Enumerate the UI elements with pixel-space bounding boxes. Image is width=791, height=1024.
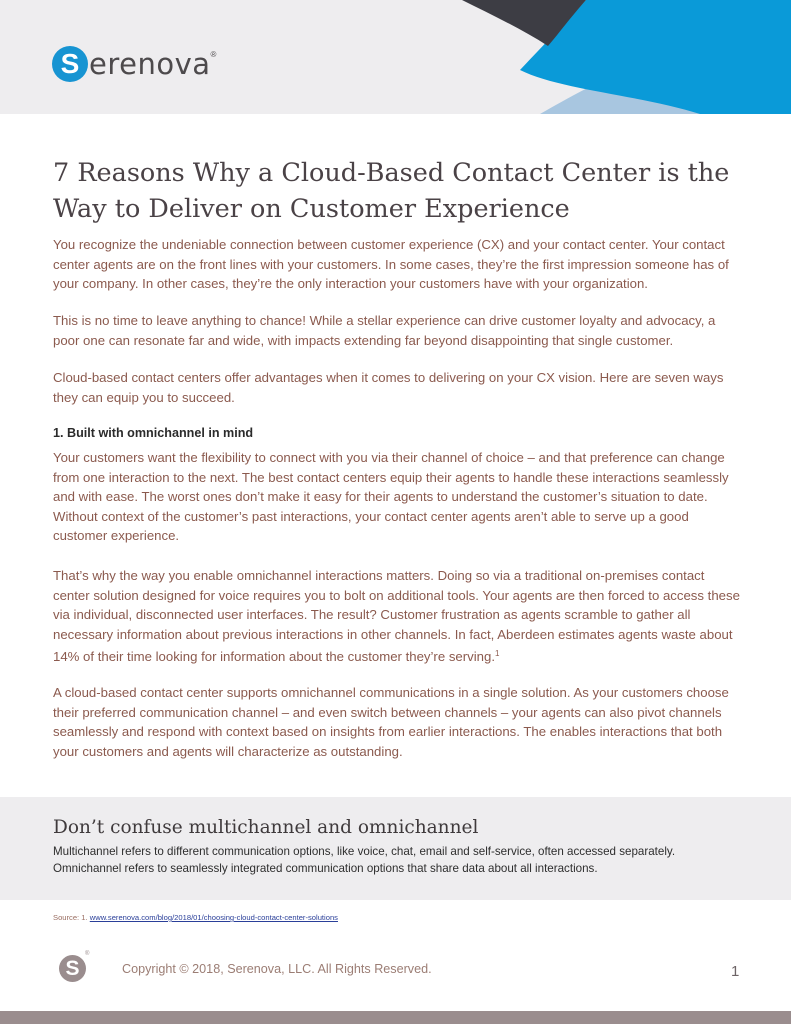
section-paragraph-1: Your customers want the flexibility to connect with you via their channel of choice – and that preference can change from one interaction to the next. The best contact centers equip their agents to handle these interactions seamlessly and with ease. The worst ones don’t make it easy for their agents to understand the customer’s situation to date. Without context of the customer’s past interactions, your contact center agents aren’t able to serve up a good customer experience. [53,450,729,544]
footer-logo-icon: S [59,955,86,982]
page-number: 1 [731,963,740,980]
registered-mark: ® [210,50,217,59]
source-number: 1. [81,913,88,922]
copyright-text: Copyright © 2018, Serenova, LLC. All Rights Reserved. [122,962,432,976]
intro-paragraph-2: This is no time to leave anything to chance! While a stellar experience can drive customer loyalty and advocacy, a poor one can resonate far and wide, with impacts extending far beyond disappointing that single customer. [53,313,716,348]
section-heading: 1. Built with omnichannel in mind [53,426,254,440]
footer-bar [0,1011,791,1024]
callout-body [53,843,753,877]
callout-box [0,797,791,900]
intro-paragraph-3: Cloud-based contact centers offer advantages when it comes to delivering on your CX vision. Here are seven ways they can equip you to succeed. [53,370,724,405]
logo-wordmark: erenova [89,47,211,81]
section-paragraph-2-text: That’s why the way you enable omnichannel interactions matters. Doing so via a traditional on-premises contact center solution designed for voice requires you to bolt on additional tools. Your agents are then forced to access these via individual, disconnected user interfaces. The result? Customer frustration as agents scramble to gather all necessary information about previous interactions in other channels. In fact, Aberdeen estimates agents waste about 14% of their time looking for information about the customer they’re serving. [53,568,740,665]
serenova-logo [52,44,216,84]
source-label: Source: [53,913,80,922]
footer-registered-mark: ® [85,951,90,957]
section-paragraph-3: A cloud-based contact center supports omnichannel communications in a single solution. As your customers choose their preferred communication channel – and even switch between channels – your agents can also pivot channels seamlessly and respond with context based on insights from earlier interactions. The enables interactions that both your customers and agents will characterize as outstanding. [53,685,729,759]
callout-line-1: Multichannel refers to different communication options, like voice, chat, email and self-service, often accessed separately. [53,845,676,858]
intro-paragraph-1: You recognize the undeniable connection between customer experience (CX) and your contact center. Your contact center agents are on the front lines with your customers. In some cases, they’re the first impression someone has of your company. In other cases, they’re the only interaction your customers have with your organization. [53,237,729,292]
section-paragraph-2 [53,566,743,667]
logo-mark-icon: S [52,46,88,82]
source-link[interactable]: www.serenova.com/blog/2018/01/choosing-cloud-contact-center-solutions [89,913,338,922]
source-citation [53,913,338,922]
callout-heading: Don’t confuse multichannel and omnichannel [53,817,479,838]
footnote-marker: 1 [495,649,500,659]
page-title: 7 Reasons Why a Cloud-Based Contact Center is the Way to Deliver on Customer Experience [53,158,730,224]
page-header [0,0,791,114]
callout-line-2: Omnichannel refers to seamlessly integrated communication options that share data about all interactions. [53,862,598,875]
